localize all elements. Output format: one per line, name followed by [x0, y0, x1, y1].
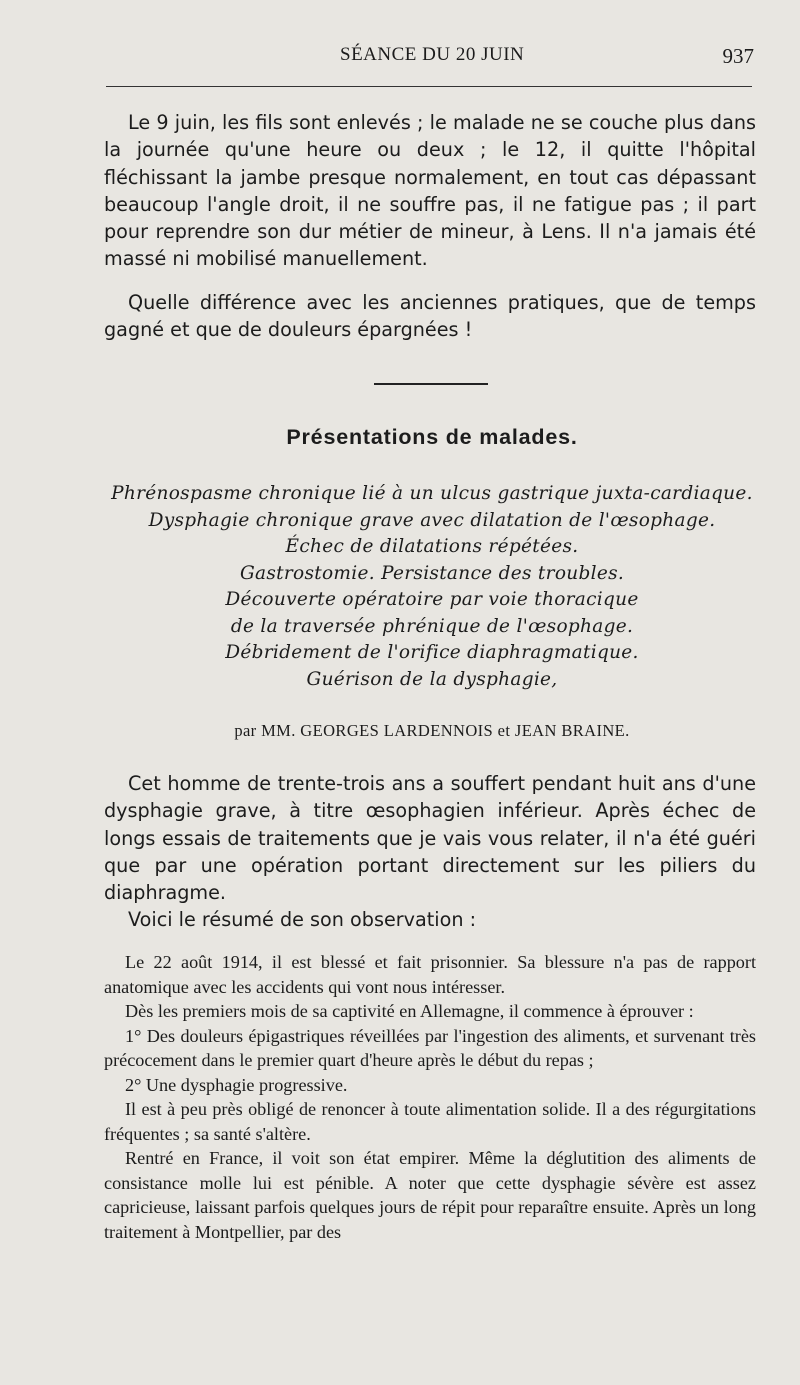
intro-paragraph-1: Le 9 juin, les fils sont enlevés ; le malade ne se couche plus dans la journée qu'une heure ou deux ; le 12, il quitte l'hôpital fléchissant la jambe presque normalement, en tout cas dépassant beaucoup l'angle droit, il ne souffre pas, il ne fatigue pas ; il part pour reprendre son dur métier de mineur, à Lens. Il n'a jamais été massé ni mobilisé manuellement.	[104, 111, 756, 271]
page-header	[0, 44, 800, 72]
authors-byline: par MM. GEORGES LARDENNOIS et JEAN BRAINE.	[234, 721, 630, 740]
observation-paragraph: Dès les premiers mois de sa captivité en Allemagne, il commence à éprouver :	[125, 1001, 694, 1021]
intro-paragraph-2: Quelle différence avec les anciennes pratiques, que de temps gagné et que de douleurs épargnées !	[104, 291, 756, 342]
case-paragraph-1: Cet homme de trente-trois ans a souffert pendant huit ans d'une dysphagie grave, à titre œsophagien inférieur. Après échec de longs essais de traitements que je vais vous relater, il n'a été guéri que par une opération portant directement sur les piliers du diaphragme.	[104, 772, 756, 905]
section-separator	[374, 383, 488, 385]
section-heading: Présentations de malades.	[286, 425, 578, 449]
title-line: Découverte opératoire par voie thoracique	[225, 589, 639, 610]
observation-text	[104, 950, 756, 1244]
title-line: Débridement de l'orifice diaphragmatique.	[225, 642, 639, 663]
observation-paragraph: 1° Des douleurs épigastriques réveillées par l'ingestion des aliments, et survenant très précocement dans le premier quart d'heure après le début du repas ;	[104, 1025, 756, 1070]
observation-paragraph: Le 22 août 1914, il est blessé et fait prisonnier. Sa blessure n'a pas de rapport anatomique avec les accidents qui vont nous intéresser.	[104, 952, 756, 997]
title-line: Gastrostomie. Persistance des troubles.	[239, 562, 625, 584]
article-title	[104, 481, 760, 693]
title-line: Dysphagie chronique grave avec dilatation de l'œsophage.	[148, 509, 716, 531]
title-line: Guérison de la dysphagie,	[306, 668, 558, 690]
case-paragraph-2: Voici le résumé de son observation :	[128, 908, 477, 931]
title-line: Phrénospasme chronique lié à un ulcus gastrique juxta-cardiaque.	[111, 483, 753, 504]
page-number: 937	[722, 44, 754, 68]
running-title: SÉANCE DU 20 JUIN	[340, 44, 525, 65]
observation-paragraph: Rentré en France, il voit son état empirer. Même la déglutition des aliments de consistance molle lui est pénible. A noter que cette dysphagie sévère est assez capricieuse, laissant parfois quelques jours de répit pour reparaître ensuite. Après un long traitement à Montpellier, par des	[104, 1148, 756, 1242]
observation-paragraph: Il est à peu près obligé de renoncer à toute alimentation solide. Il a des régurgitations fréquentes ; sa santé s'altère.	[104, 1099, 756, 1144]
title-line: Échec de dilatations répétées.	[285, 536, 579, 557]
observation-paragraph: 2° Une dysphagie progressive.	[125, 1074, 348, 1095]
title-line: de la traversée phrénique de l'œsophage.	[230, 615, 634, 637]
header-rule	[106, 86, 752, 87]
